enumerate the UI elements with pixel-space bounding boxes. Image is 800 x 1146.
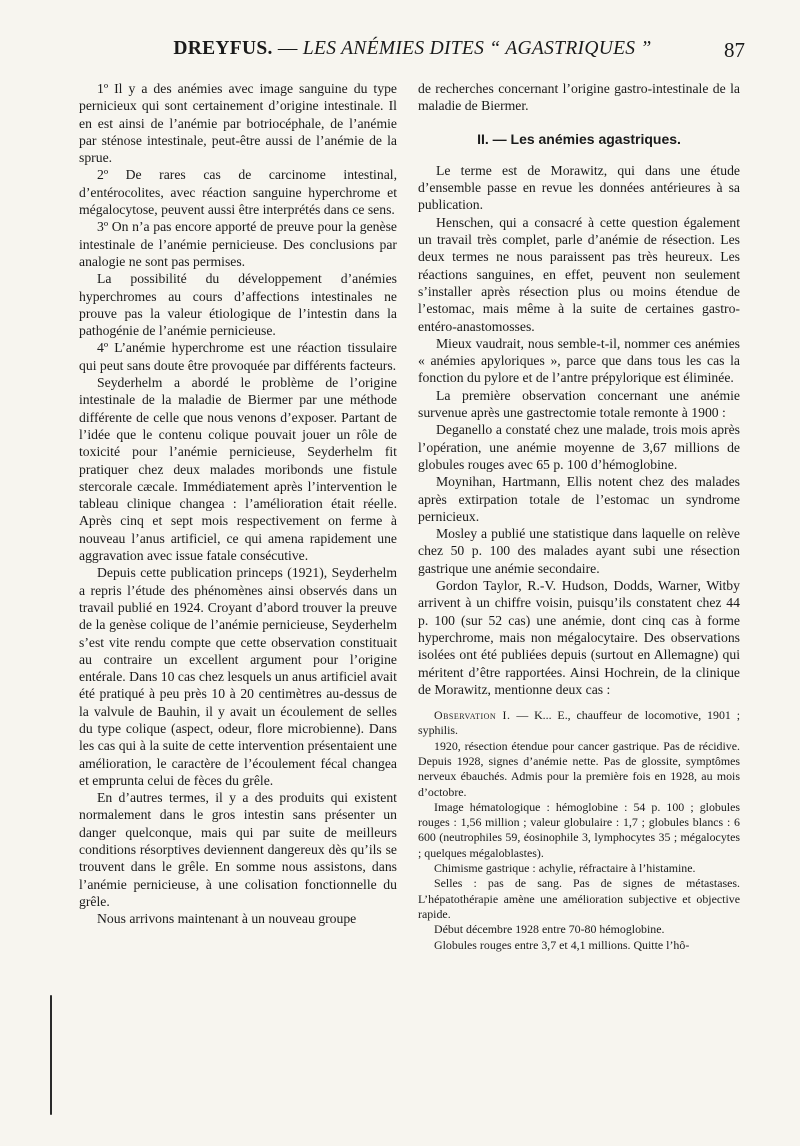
observation-intro <box>418 708 740 739</box>
paragraph: Depuis cette publication princeps (1921), Seyderhelm a repris l’étude des phénomènes ainsi observés dans un travail publié en 1924. Croyant d’abord trouver la preuve de la genèse colique de l’anémie pernicieuse, Seyderhelm s’est vite rendu compte que cette observation constituait au contraire un excellent argument pour l’origine entérale. Dans 10 cas chez lesquels un anus artificiel avait été pratiqué à peu près 10 à 20 centimètres au-dessus de la valvule de Bauhin, il y avait un écoulement de selles du type colique (aspect, odeur, flore microbienne). Dans les cas qui à la suite de cette intervention présentaient une amélioration, le caractère de l’écoulement fécal changea et emprunta celui de fèces du grêle. <box>79 565 397 788</box>
right-column <box>418 80 740 953</box>
paragraph: La possibilité du développement d’anémies hyperchromes au cours d’affections intestinales ne prouve pas la valeur étiologique de l’intestin dans la pathogénie de l’anémie pernicieuse. <box>79 271 397 339</box>
paragraph: Mieux vaudrait, nous semble-t-il, nommer ces anémies « anémies apyloriques », parce que dans tous les cas la fonction du pylore et de l’antre prépylorique est éliminée. <box>418 335 740 386</box>
header-author: DREYFUS. <box>173 38 273 59</box>
paragraph: Mosley a publié une statistique dans laquelle on relève chez 50 p. 100 des malades ayant subi une résection gastrique une anémie secondaire. <box>418 526 740 576</box>
running-header <box>140 38 745 68</box>
left-column <box>79 80 397 928</box>
observation-paragraph: Globules rouges entre 3,7 et 4,1 millions. Quitte l’hô- <box>434 937 690 952</box>
header-title: LES ANÉMIES DITES “ AGASTRIQUES ” <box>302 38 652 59</box>
header-separator: — <box>272 38 303 59</box>
paragraph: Nous arrivons maintenant à un nouveau groupe <box>97 911 357 927</box>
paragraph: Henschen, qui a consacré à cette question également un travail très complet, parle d’anémie de résection. Les deux termes ne nous paraissent pas très heureux. Les réactions sanguines, en effet, peuvent non seulement s’installer après résection plus ou moins étendue de l’estomac, mais même à la suite de certaines gastro-entéro-anastomosses. <box>418 214 740 334</box>
paragraph: 2º De rares cas de carcinome intestinal, d’entérocolites, avec réaction sanguine hyperchrome et mégalocytose, peuvent aussi être interprétés dans ce sens. <box>79 167 397 218</box>
page-number: 87 <box>724 38 745 62</box>
continuation-paragraph: de recherches concernant l’origine gastro-intestinale de la maladie de Biermer. <box>418 81 740 114</box>
section-heading: II. — Les anémies agastriques. <box>477 130 681 147</box>
paragraph: 4º L’anémie hyperchrome est une réaction tissulaire qui peut sans doute être provoquée par différents facteurs. <box>79 340 397 373</box>
observation-paragraph: 1920, résection étendue pour cancer gastrique. Pas de récidive. Depuis 1928, signes d’anémie nette. Pas de glossite, symptômes nerveux ébauchés. Admis pour la première fois en 1928, au mois d’octobre. <box>418 738 740 799</box>
paragraph: 3º On n’a pas encore apporté de preuve pour la genèse intestinale de l’anémie pernicieuse. Des conclusions par analogie ne sont pas permises. <box>79 219 397 269</box>
observation-label: Observation I. <box>434 708 511 723</box>
paragraph: La première observation concernant une anémie survenue après une gastrectomie totale remonte à 1900 : <box>418 387 740 421</box>
observation-block <box>418 708 740 953</box>
observation-paragraph: Début décembre 1928 entre 70-80 hémoglobine. <box>434 922 665 937</box>
observation-paragraph: Chimisme gastrique : achylie, réfractaire à l’histamine. <box>434 861 696 876</box>
handwritten-margin-mark <box>50 995 52 1115</box>
observation-paragraph: Selles : pas de sang. Pas de signes de métastases. L’hépatothérapie amène une amélioration subjective et objective rapide. <box>418 876 740 921</box>
paragraph: Seyderhelm a abordé le problème de l’origine intestinale de la maladie de Biermer par une méthode différente de celle que nous venons d’exposer. Partant de l’idée que le contenu colique pouvait jouer un rôle de toxicité pour l’anémie pernicieuse, Seyderhelm fit pratiquer chez deux malades moribonds une fistule stercorale cæcale. Immédiatement après l’intervention le tableau clinique changea : l’amélioration était réelle. Après cinq et sept mois respectivement on ferme à nouveau l’anus artificiel, ce qui amena rapidement une aggravation avec issue fatale consécutive. <box>79 375 397 564</box>
paragraph: Deganello a constaté chez une malade, trois mois après l’opération, une anémie moyenne de 3,67 millions de globules rouges avec 65 p. 100 d’hémoglobine. <box>418 422 740 472</box>
observation-paragraph: Image hématologique : hémoglobine : 54 p. 100 ; globules rouges : 1,56 million ; valeur globulaire : 1,7 ; globules blancs : 6 600 (neutrophiles 59, éosinophile 3, lymphocytes 35 ; mégalocytes ; quelques mégaloblastes). <box>418 799 740 860</box>
running-title <box>140 38 685 60</box>
observation-intro-text: — K... E., chauffeur de locomotive, 1901 ; syphilis. <box>418 708 740 738</box>
paragraph: 1º Il y a des anémies avec image sanguine du type pernicieux qui sont certainement d’origine intestinale. Il en est ainsi de l’anémie par botriocéphale, de l’anémie par sténose intestinale, peut-être aussi de l’anémie de la sprue. <box>79 81 397 166</box>
paragraph: Le terme est de Morawitz, qui dans une étude d’ensemble passe en revue les données antérieures à sa publication. <box>418 162 740 213</box>
paragraph: En d’autres termes, il y a des produits qui existent normalement dans le gros intestin sans présenter un danger quelconque, mais qui par suite de meilleurs conditions résorptives deviennent dangereux dès qu’ils se trouvent dans le grêle. En somme nous assistons, dans l’anémie pernicieuse, à une colisation fonctionnelle du grêle. <box>79 790 397 909</box>
paragraph: Moynihan, Hartmann, Ellis notent chez des malades après extirpation totale de l’estomac un syndrome pernicieux. <box>418 474 740 524</box>
paragraph: Gordon Taylor, R.-V. Hudson, Dodds, Warner, Witby arrivent à un chiffre voisin, puisqu’ils constatent chez 44 p. 100 (sur 52 cas) une anémie, dont cinq cas à forme hyperchrome, mais non mégalocytaire. Des observations isolées ont été publiées depuis (surtout en Allemagne) qui méritent d’être rapportées. Ainsi Hochrein, de la clinique de Morawitz, mentionne deux cas : <box>418 578 740 697</box>
